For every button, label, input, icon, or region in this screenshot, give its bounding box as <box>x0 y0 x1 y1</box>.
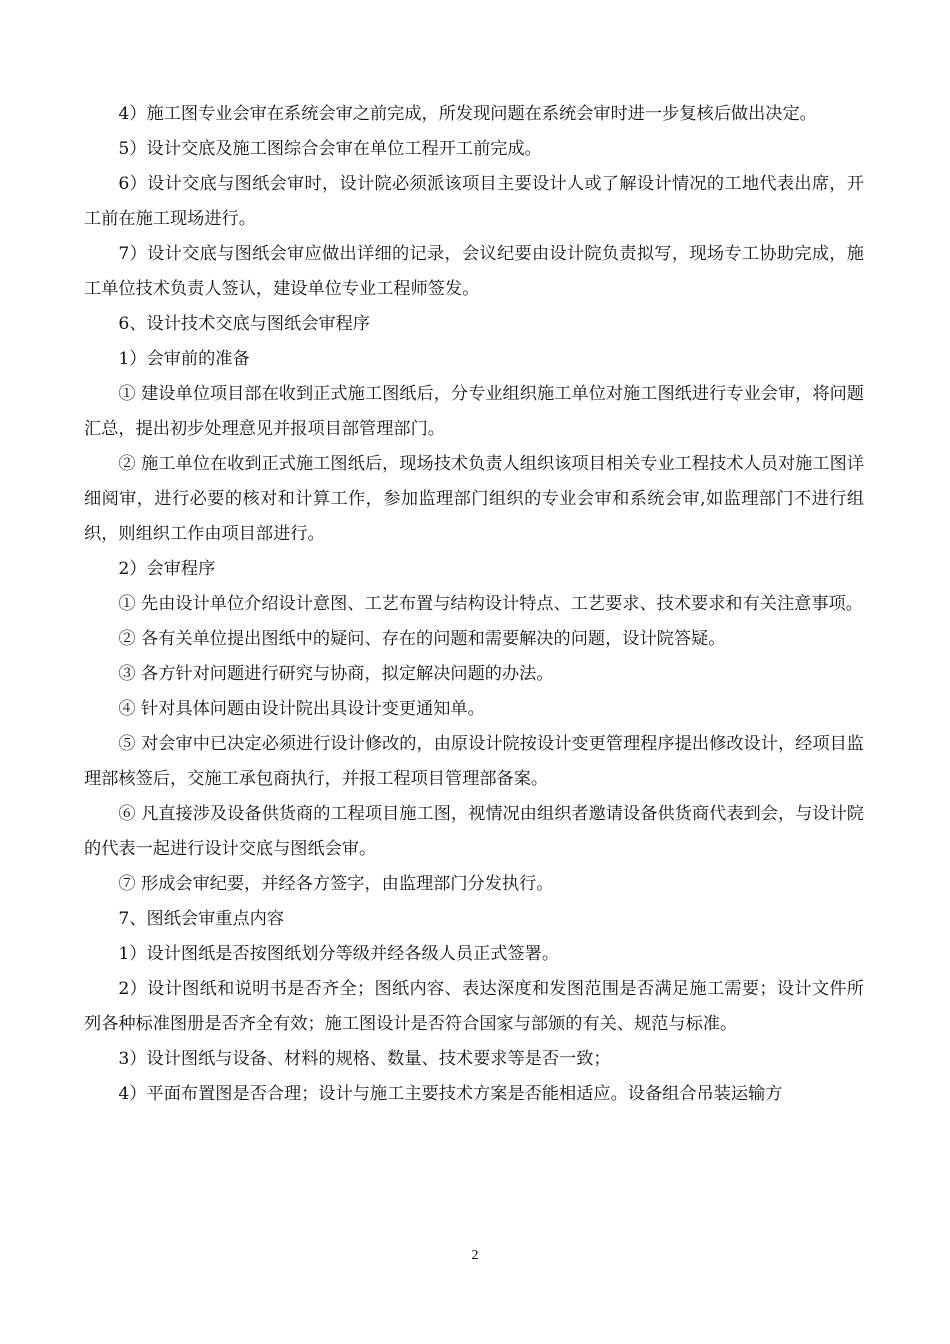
paragraph-preparation-item-1: ① 建设单位项目部在收到正式施工图纸后，分专业组织施工单位对施工图纸进行专业会审，将问题汇总，提出初步处理意见并报项目部管理部门。 <box>84 384 864 439</box>
paragraph-key-content-3: 3）设计图纸与设备、材料的规格、数量、技术要求等是否一致； <box>118 1049 611 1069</box>
document-body <box>84 97 864 1112</box>
section-heading-key-contents: 7、图纸会审重点内容 <box>118 909 285 929</box>
paragraph-procedure-item-6: ⑥ 凡直接涉及设备供货商的工程项目施工图，视情况由组织者邀请设备供货商代表到会，与设计院的代表一起进行设计交底与图纸会审。 <box>84 804 864 859</box>
section-heading-review-procedure: 6、设计技术交底与图纸会审程序 <box>118 314 370 334</box>
paragraph-review-before-system: 4）施工图专业会审在系统会审之前完成，所发现问题在系统会审时进一步复核后做出决定。 <box>118 104 817 124</box>
paragraph-designer-attendance: 6）设计交底与图纸会审时，设计院必须派该项目主要设计人或了解设计情况的工地代表出席，开工前在施工现场进行。 <box>84 174 864 229</box>
subheading-review-procedure: 2）会审程序 <box>118 559 216 579</box>
paragraph-key-content-4: 4）平面布置图是否合理；设计与施工主要技术方案是否能相适应。设备组合吊装运输方 <box>118 1084 783 1104</box>
paragraph-meeting-minutes: 7）设计交底与图纸会审应做出详细的记录，会议纪要由设计院负责拟写，现场专工协助完成，施工单位技术负责人签认，建设单位专业工程师签发。 <box>84 244 864 299</box>
subheading-preparation: 1）会审前的准备 <box>118 349 250 369</box>
paragraph-preparation-item-2: ② 施工单位在收到正式施工图纸后，现场技术负责人组织该项目相关专业工程技术人员对施工图详细阅审，进行必要的核对和计算工作，参加监理部门组织的专业会审和系统会审,如监理部门不进行组织，则组织工作由项目部进行。 <box>84 454 864 544</box>
paragraph-procedure-item-4: ④ 针对具体问题由设计院出具设计变更通知单。 <box>118 699 485 719</box>
paragraph-procedure-item-7: ⑦ 形成会审纪要，并经各方签字，由监理部门分发执行。 <box>118 874 554 894</box>
paragraph-procedure-item-3: ③ 各方针对问题进行研究与协商，拟定解决问题的办法。 <box>118 664 554 684</box>
paragraph-procedure-item-5: ⑤ 对会审中已决定必须进行设计修改的，由原设计院按设计变更管理程序提出修改设计，经项目监理部核签后，交施工承包商执行，并报工程项目管理部备案。 <box>84 734 864 789</box>
paragraph-procedure-item-1: ① 先由设计单位介绍设计意图、工艺布置与结构设计特点、工艺要求、技术要求和有关注意事项。 <box>118 594 863 614</box>
paragraph-disclosure-before-start: 5）设计交底及施工图综合会审在单位工程开工前完成。 <box>118 139 542 159</box>
paragraph-procedure-item-2: ② 各有关单位提出图纸中的疑问、存在的问题和需要解决的问题，设计院答疑。 <box>118 629 726 649</box>
page-number: 2 <box>471 1248 479 1263</box>
paragraph-key-content-2: 2）设计图纸和说明书是否齐全；图纸内容、表达深度和发图范围是否满足施工需要；设计文件所列各种标准图册是否齐全有效；施工图设计是否符合国家与部颁的有关、规范与标准。 <box>84 979 864 1034</box>
paragraph-key-content-1: 1）设计图纸是否按图纸划分等级并经各级人员正式签署。 <box>118 944 560 964</box>
